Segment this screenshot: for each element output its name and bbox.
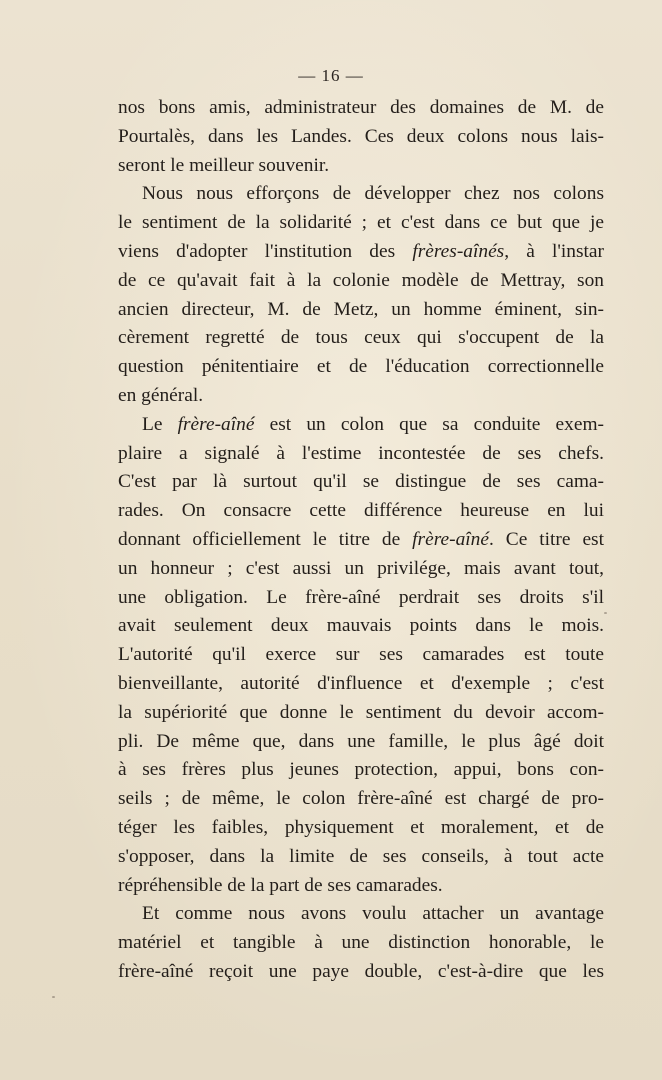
text-line [118,123,604,152]
text-segment: seils ; de même, le colon frère-aîné est chargé de pro- [118,788,604,810]
text-line [118,296,604,325]
text-line [118,584,604,613]
text-segment: question pénitentiaire et de l'éducation correctionnelle [118,356,604,378]
text-line [118,814,604,843]
text-segment: la supériorité que donne le sentiment du devoir accom- [118,701,604,723]
text-segment: C'est par là surtout qu'il se distingue de ses cama- [118,471,604,493]
text-line [118,209,604,238]
text-segment: s'opposer, dans la limite de ses conseils, à tout acte [118,845,604,867]
text-line [118,497,604,526]
text-line [118,756,604,785]
text-segment: rades. On consacre cette différence heureuse en lui [118,500,604,522]
text-segment: . Ce titre est [488,528,604,550]
text-segment: le sentiment de la solidarité ; et c'est dans ce but que je [118,212,604,234]
text-line [118,958,604,987]
text-line [118,641,604,670]
text-segment: de ce qu'avait fait à la colonie modèle de Mettray, son [118,269,604,291]
italic-term: frères-aînés [412,240,505,262]
text-line [118,670,604,699]
text-segment: matériel et tangible à une distinction honorable, le [118,932,604,954]
text-segment: seront le meilleur souvenir. [118,154,330,176]
text-segment: est un colon que sa conduite exem- [254,413,604,435]
text-segment: Et comme nous avons voulu attacher un avantage [142,903,604,925]
text-segment: avait seulement deux mauvais points dans le mois. [118,615,604,637]
text-segment: en général. [118,384,204,406]
italic-term: frère-aîné [412,528,489,550]
text-line [118,699,604,728]
text-segment: donnant officiellement le titre de [118,528,413,550]
text-line [118,382,604,411]
paper-speck [604,612,607,614]
paper-speck [52,996,55,998]
text-line [118,152,604,181]
text-segment: Pourtalès, dans les Landes. Ces deux colons nous lais- [118,125,604,147]
text-segment: , à l'instar [504,240,604,262]
text-segment: pli. De même que, dans une famille, le plus âgé doit [118,730,604,752]
text-segment: cèrement regretté de tous ceux qui s'occupent de la [118,327,604,349]
text-segment: Nous nous efforçons de développer chez nos colons [142,183,604,205]
text-line [118,728,604,757]
italic-term: frère-aîné [177,413,255,435]
text-line [118,324,604,353]
text-segment: à ses frères plus jeunes protection, appui, bons con- [118,759,604,781]
text-segment: un honneur ; c'est aussi un privilége, mais avant tout, [118,557,604,579]
text-line [118,526,604,555]
text-segment: L'autorité qu'il exerce sur ses camarades est toute [118,644,604,666]
text-segment: Le [142,413,178,435]
text-line [118,468,604,497]
text-line [118,612,604,641]
text-line [118,238,604,267]
text-line [118,555,604,584]
text-segment: répréhensible de la part de ses camarades. [118,874,443,896]
text-line [118,411,604,440]
text-line [118,785,604,814]
text-segment: nos bons amis, administrateur des domaines de M. de [118,97,604,118]
text-line [118,180,604,209]
text-line [118,440,604,469]
text-segment: plaire a signalé à l'estime incontestée de ses chefs. [118,442,604,464]
page-number: — 16 — [298,66,364,85]
text-segment: une obligation. Le frère-aîné perdrait ses droits s'il [118,586,604,608]
text-line [118,843,604,872]
text-segment: frère-aîné reçoit une paye double, c'est-à-dire que les [118,960,604,982]
text-line [118,900,604,929]
body-text [118,94,604,987]
text-line [118,267,604,296]
text-segment: ancien directeur, M. de Metz, un homme éminent, sin- [118,298,604,320]
text-line [118,353,604,382]
text-line [118,929,604,958]
text-segment: viens d'adopter l'institution des [118,240,413,262]
text-line [118,94,604,123]
text-segment: bienveillante, autorité d'influence et d'exemple ; c'est [118,672,604,694]
text-segment: téger les faibles, physiquement et moralement, et de [118,816,604,838]
text-line [118,872,604,901]
